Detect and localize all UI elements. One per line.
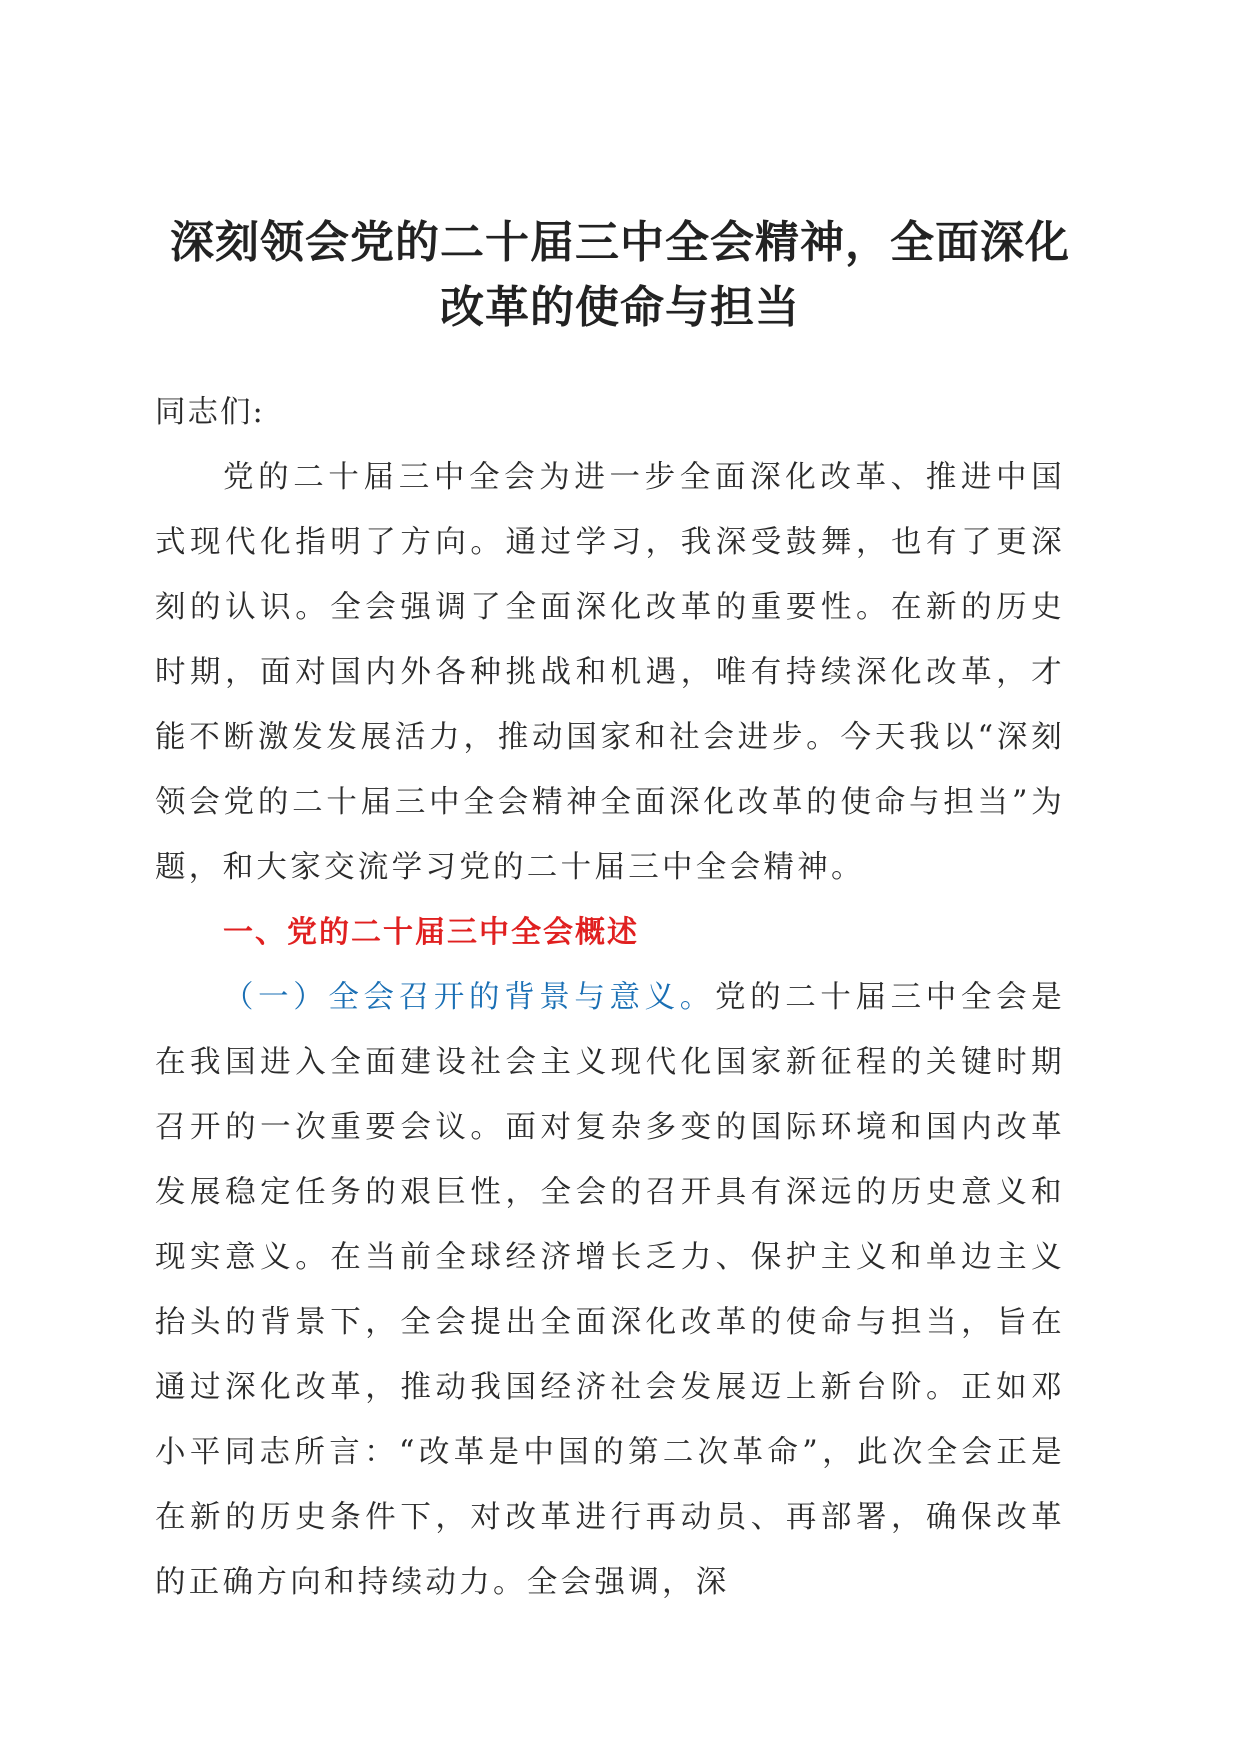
salutation: 同志们: — [155, 395, 265, 430]
subsection-paragraph-1 — [155, 965, 1065, 1615]
subsection-heading-1: （一）全会召开的背景与意义。 — [223, 980, 715, 1015]
title-line-1: 深刻领会党的二十届三中全会精神，全面深化 — [170, 217, 1070, 268]
document-title — [140, 210, 1100, 340]
subsection-text-1: 党的二十届三中全会是在我国进入全面建设社会主义现代化国家新征程的关键时期召开的一次重要会议。面对复杂多变的国际环境和国内改革发展稳定任务的艰巨性，全会的召开具有深远的历史意义和现实意义。在当前全球经济增长乏力、保护主义和单边主义抬头的背景下，全会提出全面深化改革的使命与担当，旨在通过深化改革，推动我国经济社会发展迈上新台阶。正如邓小平同志所言：“改革是中国的第二次革命”，此次全会正是在新的历史条件下，对改革进行再动员、再部署，确保改革的正确方向和持续动力。全会强调，深 — [155, 980, 1066, 1600]
section-heading-1: 一、党的二十届三中全会概述 — [223, 915, 639, 950]
document-body — [155, 380, 1065, 1615]
title-line-2: 改革的使命与担当 — [440, 282, 800, 333]
intro-paragraph: 党的二十届三中全会为进一步全面深化改革、推进中国式现代化指明了方向。通过学习，我深受鼓舞，也有了更深刻的认识。全会强调了全面深化改革的重要性。在新的历史时期，面对国内外各种挑战和机遇，唯有持续深化改革，才能不断激发发展活力，推动国家和社会进步。今天我以“深刻领会党的二十届三中全会精神全面深化改革的使命与担当”为题，和大家交流学习党的二十届三中全会精神。 — [155, 460, 1065, 885]
